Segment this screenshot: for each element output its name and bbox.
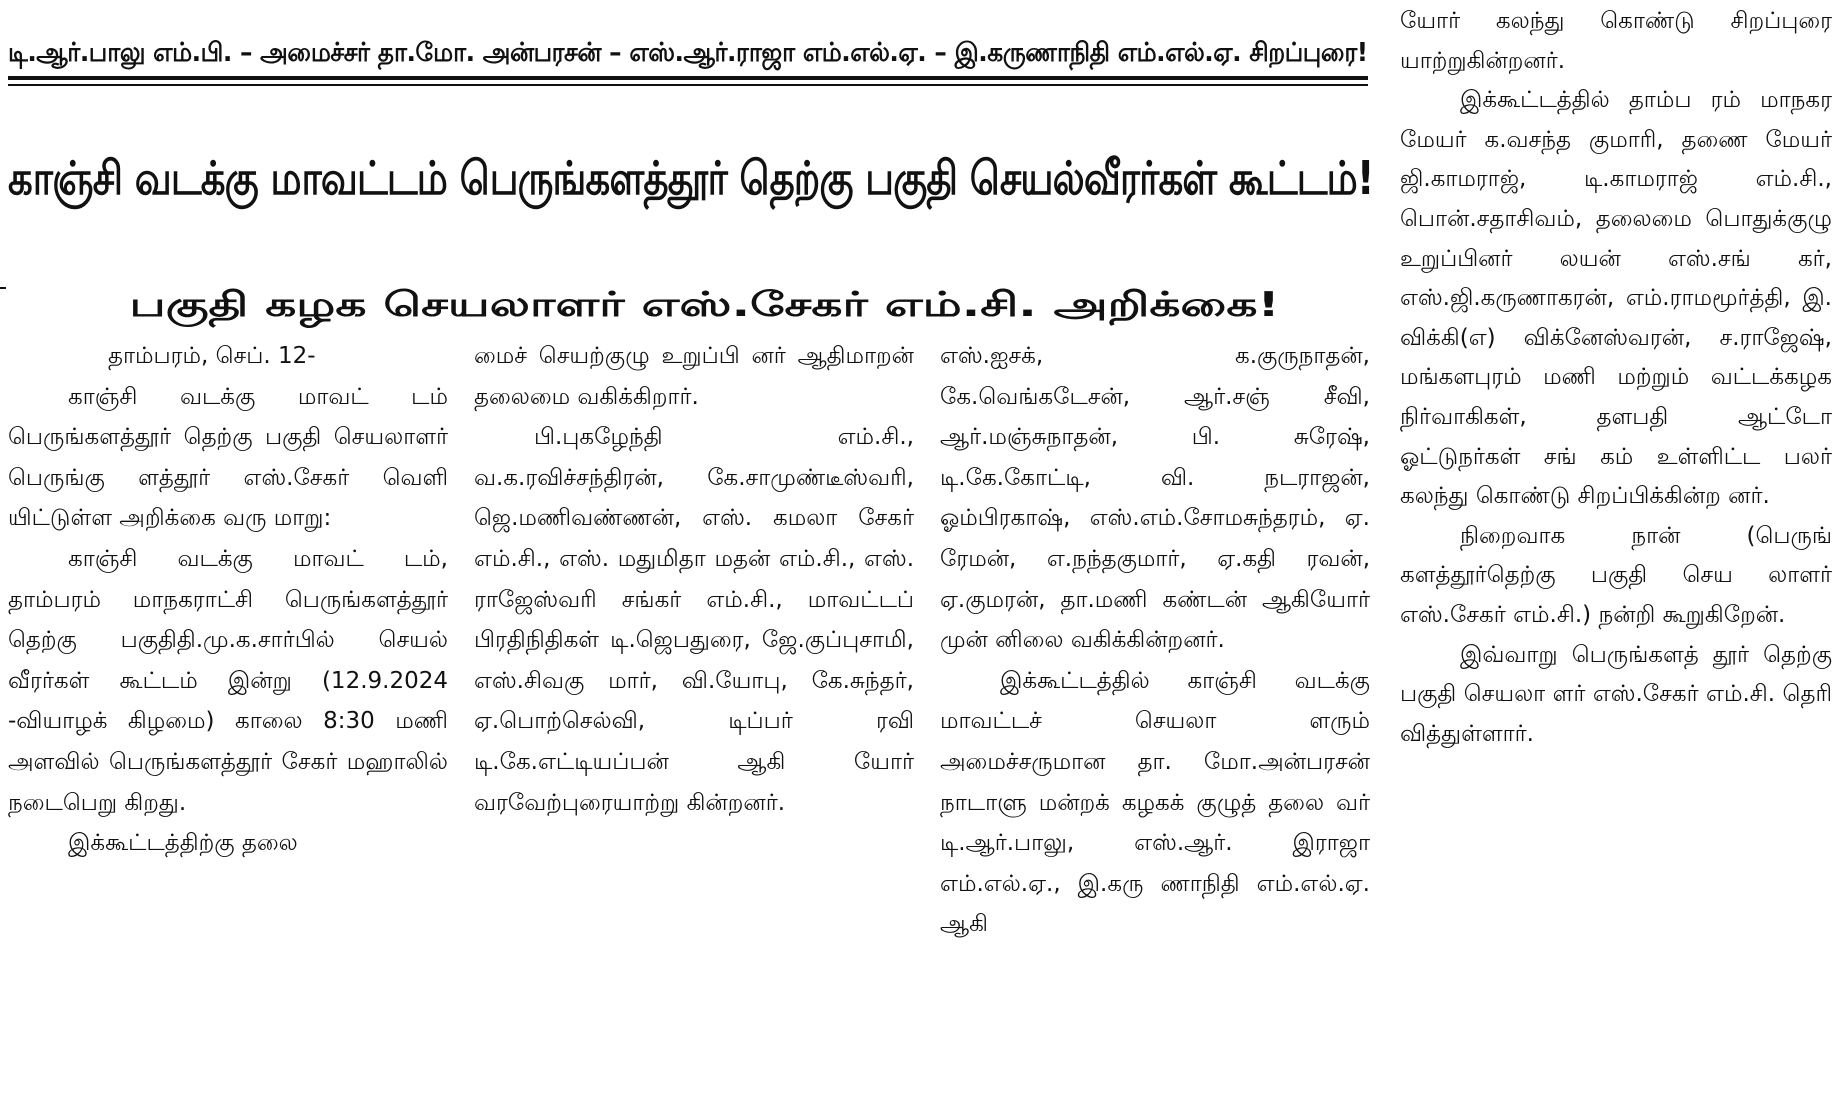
article-column-1: [8, 336, 448, 1056]
kicker-rule-divider: [8, 84, 1368, 86]
paragraph: நிறைவாக நான் (பெருங் களத்தூர்தெற்கு பகுதி செய லாளர் எஸ்.சேகர் எம்.சி.) நன்றி கூறுகிறேன்.: [1400, 522, 1832, 628]
kicker-line: டி.ஆர்.பாலு எம்.பி. – அமைச்சர் தா.மோ. அன்பரசன் – எஸ்.ஆர்.ராஜா எம்.எல்.ஏ. – இ.கருணாநிதி எம்.எல்.ஏ. சிறப்புரை!: [8, 30, 1368, 80]
paragraph: இக்கூட்டத்தில் காஞ்சி வடக்கு மாவட்டச் செயலா ளரும் அமைச்சருமான தா. மோ.அன்பரசன் நாடாளு மன்றக் கழகக் குழுத் தலை வர் டி.ஆர்.பாலு, எஸ்.ஆர். இராஜா எம்.எல்.ஏ., இ.கரு ணாநிதி எம்.எல்.ஏ. ஆகி: [940, 667, 1370, 938]
paragraph: எஸ்.ஐசக், க.குருநாதன், கே.வெங்கடேசன், ஆர்.சஞ் சீவி, ஆர்.மஞ்சுநாதன், பி. சுரேஷ், டி.கே.கோட்டி, வி. நடராஜன், ஓம்பிரகாஷ், எஸ்.எம்.சோமசுந்தரம், ஏ. ரேமன், எ.நந்தகுமார், ஏ.கதி ரவன், ஏ.குமரன், தா.மணி கண்டன் ஆகியோர் முன் னிலை வகிக்கின்றனர்.: [940, 343, 1370, 654]
headline: காஞ்சி வடக்கு மாவட்டம் பெருங்களத்தூர் தெற்கு பகுதி செயல்வீரர்கள் கூட்டம்!: [8, 151, 1374, 205]
paragraph: பி.புகழேந்தி எம்.சி., வ.க.ரவிச்சந்திரன், கே.சாமுண்டீஸ்வரி, ஜெ.மணிவண்ணன், எஸ். கமலா சேகர் எம்.சி., எஸ். மதுமிதா மதன் எம்.சி., எஸ். ராஜேஸ்வரி சங்கர் எம்.சி., மாவட்டப் பிரதிநிதிகள் டி.ஜெபதுரை, ஜே.குப்புசாமி, எஸ்.சிவகு மார், வி.யோபு, கே.சுந்தர், ஏ.பொற்செல்வி, டிப்பர் ரவி டி.கே.எட்டியப்பன் ஆகி யோர் வரவேற்புரையாற்று கின்றனர்.: [474, 424, 914, 816]
subheadline: பகுதி கழக செயலாளர் எஸ்.சேகர் எம்.சி. அறிக்கை!: [130, 285, 1280, 325]
paragraph: இக்கூட்டத்தில் தாம்ப ரம் மாநகர மேயர் க.வசந்த குமாரி, தணை மேயர் ஜி.காமராஜ், டி.காமராஜ் எம்.சி., பொன்.சதாசிவம், தலைமை பொதுக்குழு உறுப்பினர் லயன் எஸ்.சங் கர், எஸ்.ஜி.கருணாகரன், எம்.ராமமூர்த்தி, இ. விக்கி(எ) விக்னேஸ்வரன், ச.ராஜேஷ், மங்களபுரம் மணி மற்றும் வட்டக்கழக நிர்வாகிகள், தளபதி ஆட்டோ ஓட்டுநர்கள் சங் கம் உள்ளிட்ட பலர் கலந்து கொண்டு சிறப்பிக்கின்ற னர்.: [1400, 87, 1832, 510]
article-column-2: [474, 336, 914, 1056]
margin-mark: [0, 287, 6, 289]
article-column-4: [1400, 2, 1832, 1088]
paragraph: மைச் செயற்குழு உறுப்பி னர் ஆதிமாறன் தலைமை வகிக்கிறார்.: [474, 343, 914, 410]
paragraph: காஞ்சி வடக்கு மாவட் டம் பெருங்களத்தூர் தெற்கு பகுதி செயலாளர் பெருங்கு ளத்தூர் எஸ்.சேகர் வெளி யிட்டுள்ள அறிக்கை வரு மாறு:: [8, 383, 448, 532]
paragraph: இக்கூட்டத்திற்கு தலை: [68, 830, 298, 857]
paragraph: காஞ்சி வடக்கு மாவட் டம், தாம்பரம் மாநகராட்சி பெருங்களத்தூர் தெற்கு பகுதிதி.மு.க.சார்பில் செயல் வீரர்கள் கூட்டம் இன்று (12.9.2024 -வியாழக் கிழமை) காலை 8:30 மணி அளவில் பெருங்களத்தூர் சேகர் மஹாலில் நடைபெறு கிறது.: [8, 545, 448, 816]
paragraph: இவ்வாறு பெருங்களத் தூர் தெற்கு பகுதி செயலா ளர் எஸ்.சேகர் எம்.சி. தெரி வித்துள்ளார்.: [1400, 641, 1832, 747]
paragraph: யோர் கலந்து கொண்டு சிறப்புரை யாற்றுகின்றனர்.: [1400, 8, 1832, 74]
dateline: தாம்பரம், செப். 12-: [108, 343, 316, 369]
article-column-3: [940, 336, 1370, 1056]
